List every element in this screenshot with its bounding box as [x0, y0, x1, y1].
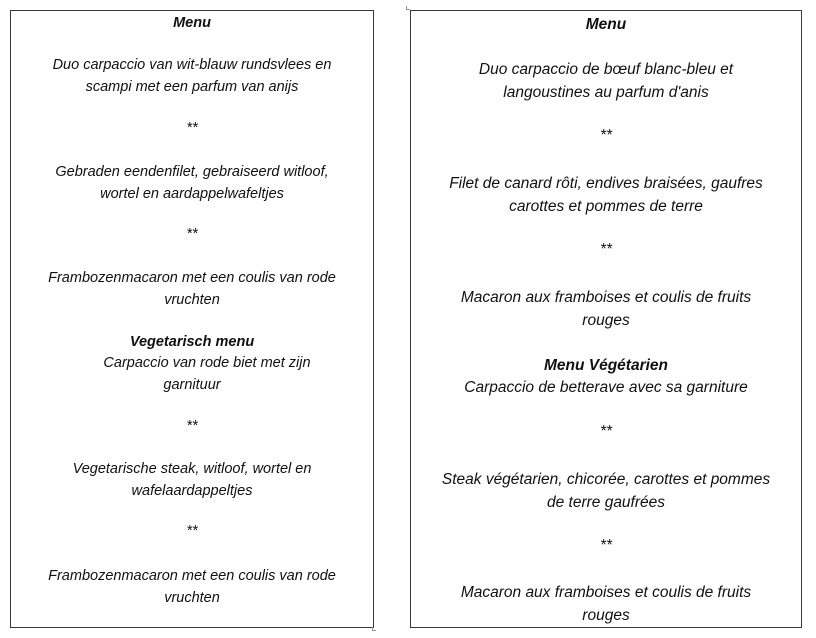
veg-main-line-2: wafelaardappeltjes: [131, 483, 253, 499]
main-course-line-2: wortel en aardappelwafeltjes: [100, 186, 284, 202]
course-separator: **: [186, 418, 198, 434]
menu-title: Menu: [173, 15, 211, 31]
vegetarian-menu-title: Vegetarisch menu: [129, 334, 255, 350]
course-separator: **: [599, 537, 613, 554]
veg-main-line-2: de terre gaufrées: [546, 494, 666, 511]
main-course-line-1: Gebraden eendenfilet, gebraiseerd witloof,: [55, 164, 329, 180]
menu-title: Menu: [585, 16, 627, 33]
course-separator: **: [599, 241, 613, 258]
main-course-line-2: carottes et pommes de terre: [509, 198, 703, 215]
veg-starter-line-1: Carpaccio van rode biet met zijn: [103, 355, 311, 371]
veg-dessert-line-2: rouges: [582, 607, 630, 624]
course-separator: **: [186, 523, 198, 539]
veg-main-line-1: Vegetarische steak, witloof, wortel en: [72, 461, 312, 477]
veg-starter-line-1: Carpaccio de betterave avec sa garniture: [464, 379, 748, 396]
veg-starter-line-2: garnituur: [163, 377, 221, 393]
course-separator: **: [186, 120, 198, 136]
starter-line-1: Duo carpaccio van wit-blauw rundsvlees en: [52, 57, 332, 73]
veg-dessert-line-1: Frambozenmacaron met een coulis van rode: [48, 568, 336, 584]
course-separator: **: [186, 226, 198, 242]
page-corner-mark: [372, 627, 376, 631]
vegetarian-menu-title: Menu Végétarien: [543, 357, 669, 374]
veg-dessert-line-2: vruchten: [164, 590, 220, 606]
main-course-line-1: Filet de canard rôti, endives braisées, gaufres: [449, 175, 763, 192]
starter-line-2: langoustines au parfum d'anis: [503, 84, 709, 101]
dutch-menu-card: [10, 10, 374, 628]
dessert-line-1: Macaron aux framboises et coulis de fruits: [460, 289, 752, 306]
french-menu-card: [410, 10, 802, 628]
course-separator: **: [599, 127, 613, 144]
dessert-line-1: Frambozenmacaron met een coulis van rode: [48, 270, 336, 286]
dessert-line-2: rouges: [582, 312, 630, 329]
starter-line-2: scampi met een parfum van anijs: [85, 79, 299, 95]
course-separator: **: [599, 423, 613, 440]
veg-dessert-line-1: Macaron aux framboises et coulis de fruits: [460, 584, 752, 601]
veg-main-line-1: Steak végétarien, chicorée, carottes et pommes: [441, 471, 771, 488]
starter-line-1: Duo carpaccio de bœuf blanc-bleu et: [478, 61, 734, 78]
dessert-line-2: vruchten: [164, 292, 220, 308]
